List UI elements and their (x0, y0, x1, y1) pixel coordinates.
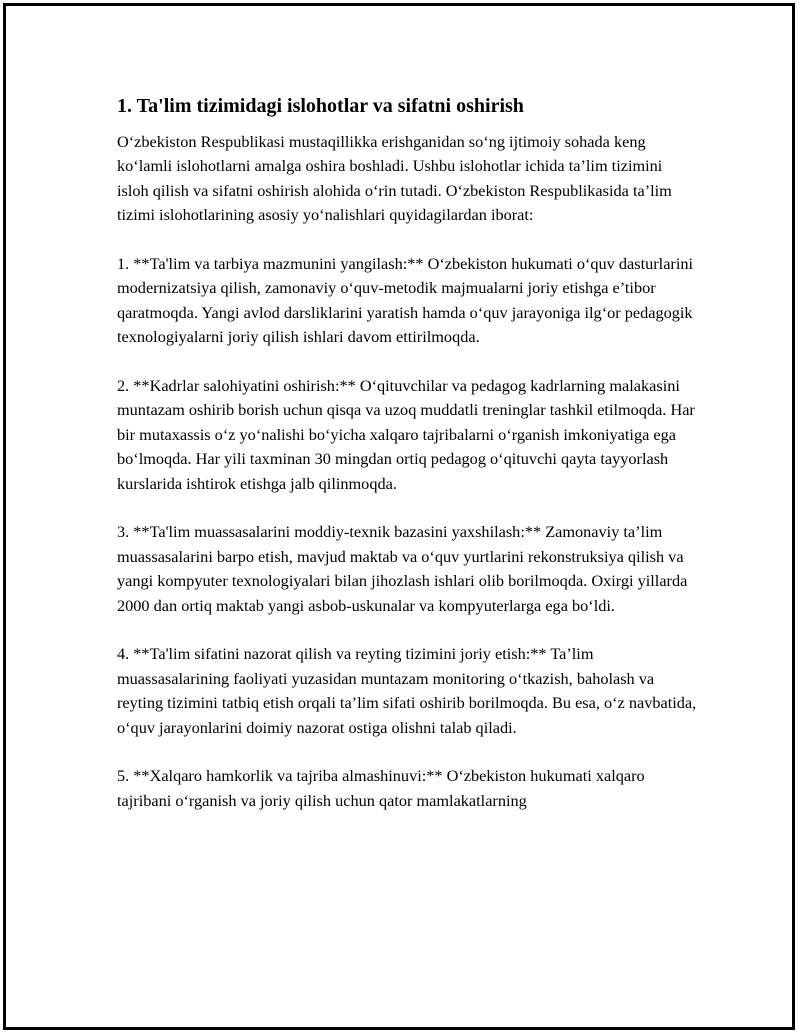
paragraph-item-4: 4. **Ta'lim sifatini nazorat qilish va reyting tizimini joriy etish:** Ta’lim muassasalarining faoliyati yuzasidan muntazam monitoring o‘tkazish, baholash va reyting tizimini tatbiq etish orqali ta’lim sifati oshirib borilmoqda. Bu esa, o‘z navbatida, o‘quv jarayonlarini doimiy nazorat ostiga olishni talab qiladi. (117, 644, 697, 737)
paragraph-item-2: 2. **Kadrlar salohiyatini oshirish:** O‘qituvchilar va pedagog kadrlarning malakasini muntazam oshirib borish uchun qisqa va uzoq muddatli treninglar tashkil etilmoqda. Har bir mutaxassis o‘z yo‘nalishi bo‘yicha xalqaro tajribalarni o‘rganish imkoniyatiga ega bo‘lmoqda. Har yili taxminan 30 mingdan ortiq pedagog o‘qituvchi qayta tayyorlash kurslarida ishtirok etishga jalb qilinmoqda. (117, 376, 695, 493)
document-title: 1. Ta'lim tizimidagi islohotlar va sifatni oshirish (117, 95, 524, 117)
document-body (117, 92, 697, 838)
paragraph-item-5: 5. **Xalqaro hamkorlik va tajriba almashinuvi:** O‘zbekiston hukumati xalqaro tajribani o‘rganish va joriy qilish uchun qator mamlakatlarning (117, 766, 645, 810)
paragraph-item-1: 1. **Ta'lim va tarbiya mazmunini yangilash:** O‘zbekiston hukumati o‘quv dasturlarini modernizatsiya qilish, zamonaviy o‘quv-metodik majmualarni joriy etishga e’tibor qaratmoqda. Yangi avlod darsliklarini yaratish hamda o‘quv jarayoniga ilg‘or pedagogik texnologiyalarni joriy qilish ishlari davom ettirilmoqda. (117, 254, 694, 347)
paragraph-item-3: 3. **Ta'lim muassasalarini moddiy-texnik bazasini yaxshilash:** Zamonaviy ta’lim muassasalarini barpo etish, mavjud maktab va o‘quv yurtlarini rekonstruksiya qilish va yangi kompyuter texnologiyalari bilan jihozlash ishlari olib borilmoqda. Oxirgi yillarda 2000 dan ortiq maktab yangi asbob-uskunalar va kompyuterlarga ega bo‘ldi. (117, 522, 688, 615)
paragraph-intro: O‘zbekiston Respublikasi mustaqillikka erishganidan so‘ng ijtimoiy sohada keng ko‘lamli islohotlarni amalga oshira boshladi. Ushbu islohotlar ichida ta’lim tizimini isloh qilish va sifatni oshirish alohida o‘rin tutadi. O‘zbekiston Respublikasida ta’lim tizimi islohotlarining asosiy yo‘nalishlari quyidagilardan iborat: (117, 132, 672, 225)
